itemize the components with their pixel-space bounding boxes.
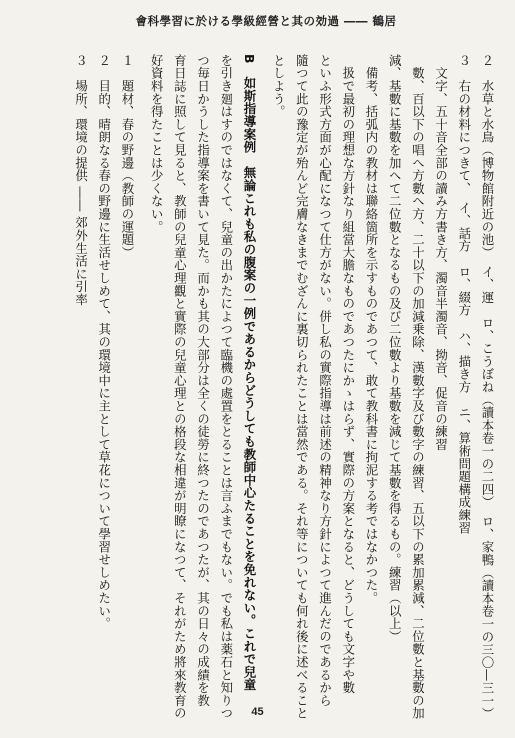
- section-heading-line: B 如斯指導案例 無論これも私の腹案の一例であるからどうしても教師中心たることを免れない。これで兒童: [241, 54, 257, 692]
- text-line: 減、基數に基數を加へて二位數となるもの及び二位數より基數を減じて基數を得るもの。練習（以上）: [387, 54, 403, 643]
- section-gap: [261, 54, 267, 664]
- text-line: 好資料を得たことは少くない。: [149, 54, 165, 234]
- text-line: を引き廻はすのではなくて、兒童の出かたによつて臨機の處置をとることは言ふまでもない。でも私は薬石と知りつ: [218, 54, 234, 720]
- text-line: といふ形式方面が心配になつて仕方がない。併し私の實際指導は前述の精神なり方針によつて進んだのであるから: [317, 54, 333, 707]
- text-line: 文字、五十音全部の讀み方書き方、濁音半濁音、拗音、促音の練習: [433, 54, 449, 451]
- running-header-title: 會科學習に於ける學級經營と其の効過 ―― 鶴居: [135, 14, 397, 28]
- text-line: 育日誌に照して見ると、教師の兒童心理觀と實際の兒童心理との格段な相違が明瞭になつて、それがため將來教育の: [172, 54, 188, 720]
- text-line: 數、百以下の唱へ方數へ方、二十以下の加減乗除、漢數字及び數字の練習、五以下の累加累減、二位數と基數の加: [410, 54, 426, 720]
- text-line: 備考、括弧内の教材は聯絡箇所を示すものであつて、敢て教科書に拘泥する考ではなかつた。: [363, 54, 379, 605]
- text-line: ２ 水草と水鳥（博物館附近の池） イ、運 ロ、こうぼね（讀本卷一の二四） ロ、家鴨（讀本卷一の三〇—三一）: [480, 54, 495, 720]
- page-number: 45: [251, 706, 264, 718]
- text-line: 隨つて此の豫定が殆んど完膚なきまでむざんに裏切られたことは當然である。それ等についても何れ後に述べること: [294, 54, 310, 720]
- list-item: １ 題材、春の野邊（教師の運題）: [119, 54, 135, 259]
- list-item: ２ 目的、晴朗なる春の野邊に生活せしめて、其の環境中に主として草花について學習せしめたい。: [96, 54, 112, 630]
- list-item: ３ 場所、環境の提供 ―― 郊外生活に引率: [73, 54, 89, 306]
- text-line: としよう。: [271, 54, 287, 118]
- text-line: つ毎日かうした指導案を書いて見た。而かも其の大部分は全くの徒勞に終つたのであつたが、其の日々の成績を教: [195, 54, 211, 707]
- running-header: [31, 10, 501, 32]
- text-line: 扱で最初の理想な方針なり組當大膽なものであつたにかゝはらず、實際の方案となると、どうしても文字や數: [340, 54, 356, 694]
- text-line: ３ 右の材料につきて、 イ、話方 ロ、綴方 ハ、描き方 ニ、算術問題構成練習: [456, 54, 472, 535]
